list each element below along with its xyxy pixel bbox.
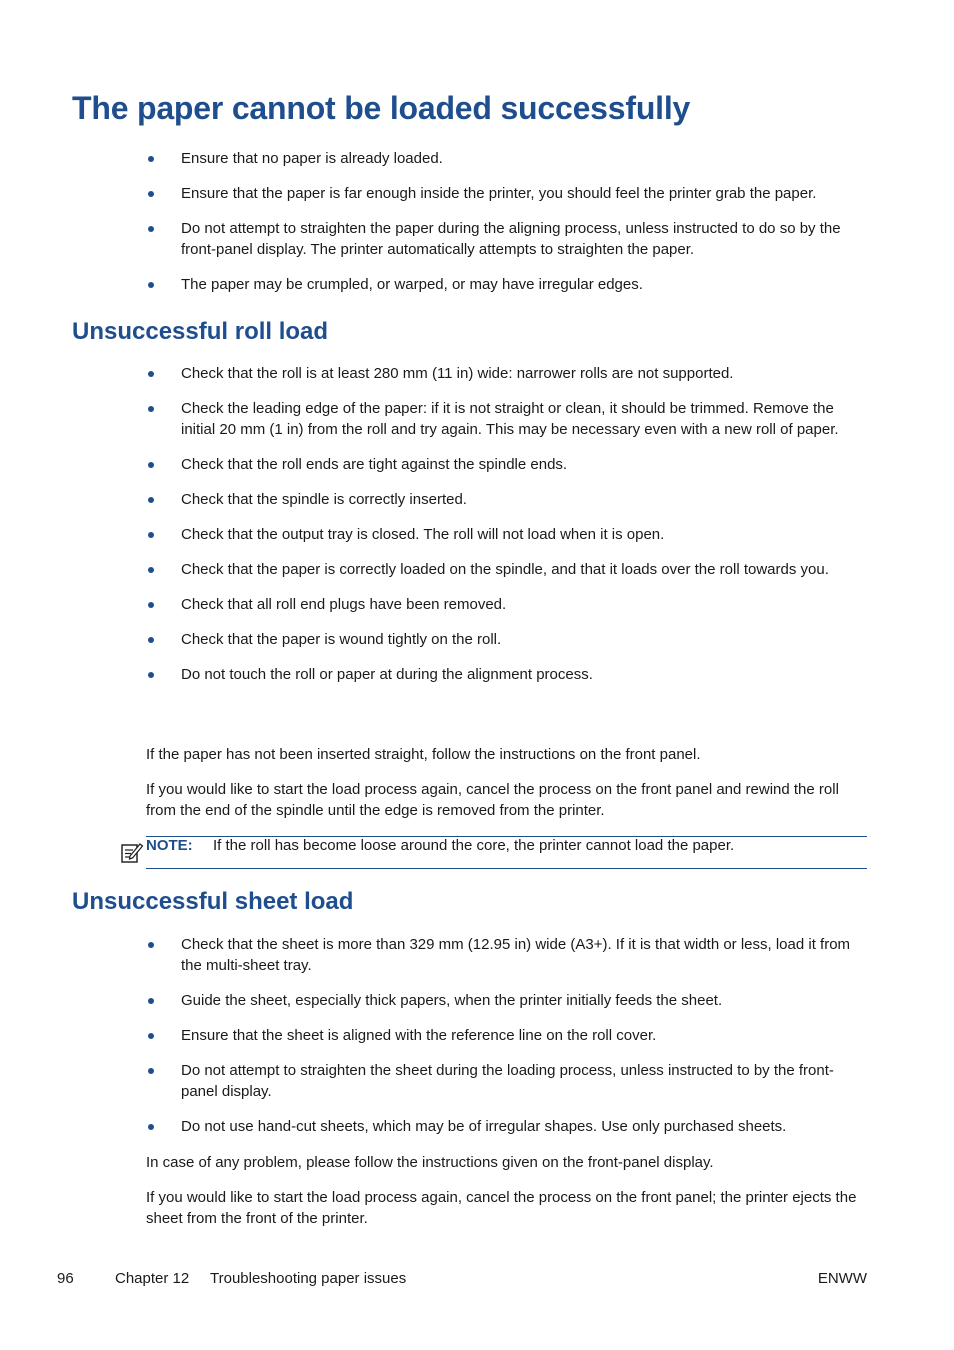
list-item bbox=[0, 990, 954, 1011]
list-item bbox=[0, 489, 954, 510]
list-item bbox=[0, 934, 954, 976]
list-item bbox=[0, 148, 954, 169]
list-item bbox=[0, 559, 954, 580]
footer-chapter: Chapter 12 bbox=[115, 1270, 190, 1287]
list-item-text: Ensure that no paper is already loaded. bbox=[181, 150, 443, 167]
note-box bbox=[120, 836, 867, 868]
sheet-bullet-list bbox=[0, 934, 954, 1151]
list-item-text: Do not attempt to straighten the sheet during the loading process, unless instructed to by the front-panel display. bbox=[181, 1062, 834, 1100]
list-item bbox=[0, 183, 954, 204]
list-item-text: Check that the paper is wound tightly on the roll. bbox=[181, 631, 502, 648]
list-item bbox=[0, 594, 954, 615]
note-bottom-rule bbox=[146, 868, 867, 869]
roll-section-heading: Unsuccessful roll load bbox=[72, 318, 329, 345]
bullet-dot-icon bbox=[148, 532, 154, 538]
list-item bbox=[0, 664, 954, 685]
list-item bbox=[0, 363, 954, 384]
list-item bbox=[0, 398, 954, 440]
bullet-dot-icon bbox=[148, 406, 154, 412]
bullet-dot-icon bbox=[148, 226, 154, 232]
roll-bullet-list bbox=[0, 363, 954, 699]
list-item-text: Check that the sheet is more than 329 mm (12.95 in) wide (A3+). If it is that width or less, load it from the multi-sheet tray. bbox=[181, 936, 851, 974]
page-title: The paper cannot be loaded successfully bbox=[72, 90, 691, 126]
list-item bbox=[0, 1025, 954, 1046]
list-item-text: Ensure that the paper is far enough inside the printer, you should feel the printer grab the paper. bbox=[181, 185, 817, 202]
list-item-text: Check that all roll end plugs have been removed. bbox=[181, 596, 507, 613]
footer-locale: ENWW bbox=[817, 1270, 867, 1287]
bullet-dot-icon bbox=[148, 602, 154, 608]
list-item-text: Check that the roll is at least 280 mm (11 in) wide: narrower rolls are not supported. bbox=[181, 365, 734, 382]
list-item-text: Guide the sheet, especially thick papers, when the printer initially feeds the sheet. bbox=[181, 992, 723, 1009]
note-label: NOTE: bbox=[146, 837, 193, 854]
list-item bbox=[0, 218, 954, 260]
list-item-text: Do not use hand-cut sheets, which may be of irregular shapes. Use only purchased sheets. bbox=[181, 1118, 787, 1135]
sheet-section-heading: Unsuccessful sheet load bbox=[72, 888, 354, 915]
bullet-dot-icon bbox=[148, 497, 154, 503]
sheet-paragraph-2: If you would like to start the load process again, cancel the process on the front panel; the printer ejects the sheet from the front of the printer. bbox=[146, 1189, 857, 1227]
list-item bbox=[0, 274, 954, 295]
bullet-dot-icon bbox=[148, 462, 154, 468]
bullet-dot-icon bbox=[148, 282, 154, 288]
list-item bbox=[0, 454, 954, 475]
footer-chapter-title: Troubleshooting paper issues bbox=[210, 1270, 407, 1287]
bullet-dot-icon bbox=[148, 942, 154, 948]
bullet-dot-icon bbox=[148, 567, 154, 573]
list-item-text: Check that the spindle is correctly inserted. bbox=[181, 491, 467, 508]
note-text: If the roll has become loose around the core, the printer cannot load the paper. bbox=[213, 837, 735, 854]
footer-page-number: 96 bbox=[57, 1270, 74, 1287]
list-item bbox=[0, 629, 954, 650]
bullet-dot-icon bbox=[148, 672, 154, 678]
roll-paragraph-2: If you would like to start the load process again, cancel the process on the front panel and rewind the roll from the end of the spindle until the edge is removed from the printer. bbox=[146, 781, 839, 819]
list-item bbox=[0, 524, 954, 545]
list-item-text: Do not attempt to straighten the paper during the aligning process, unless instructed to do so by the front-panel display. The printer automatically attempts to straighten the paper. bbox=[181, 220, 841, 258]
sheet-paragraph-1: In case of any problem, please follow the instructions given on the front-panel display. bbox=[146, 1154, 714, 1171]
list-item-text: The paper may be crumpled, or warped, or may have irregular edges. bbox=[181, 276, 643, 293]
bullet-dot-icon bbox=[148, 191, 154, 197]
bullet-dot-icon bbox=[148, 637, 154, 643]
list-item-text: Ensure that the sheet is aligned with the reference line on the roll cover. bbox=[181, 1027, 657, 1044]
list-item-text: Check that the paper is correctly loaded on the spindle, and that it loads over the roll towards you. bbox=[181, 561, 829, 578]
bullet-dot-icon bbox=[148, 1124, 154, 1130]
list-item bbox=[0, 1060, 954, 1102]
bullet-dot-icon bbox=[148, 998, 154, 1004]
intro-bullet-list bbox=[0, 148, 954, 309]
list-item-text: Check that the roll ends are tight against the spindle ends. bbox=[181, 456, 568, 473]
bullet-dot-icon bbox=[148, 156, 154, 162]
roll-paragraph-1: If the paper has not been inserted straight, follow the instructions on the front panel. bbox=[146, 746, 701, 763]
list-item-text: Check the leading edge of the paper: if it is not straight or clean, it should be trimmed. Remove the initial 20 mm (1 in) from the roll and try again. This may be necessary even with a new roll of paper. bbox=[181, 400, 839, 438]
list-item-text: Do not touch the roll or paper at during the alignment process. bbox=[181, 666, 593, 683]
bullet-dot-icon bbox=[148, 1033, 154, 1039]
list-item bbox=[0, 1116, 954, 1137]
bullet-dot-icon bbox=[148, 1068, 154, 1074]
list-item-text: Check that the output tray is closed. The roll will not load when it is open. bbox=[181, 526, 665, 543]
bullet-dot-icon bbox=[148, 371, 154, 377]
note-pencil-icon bbox=[120, 840, 144, 864]
